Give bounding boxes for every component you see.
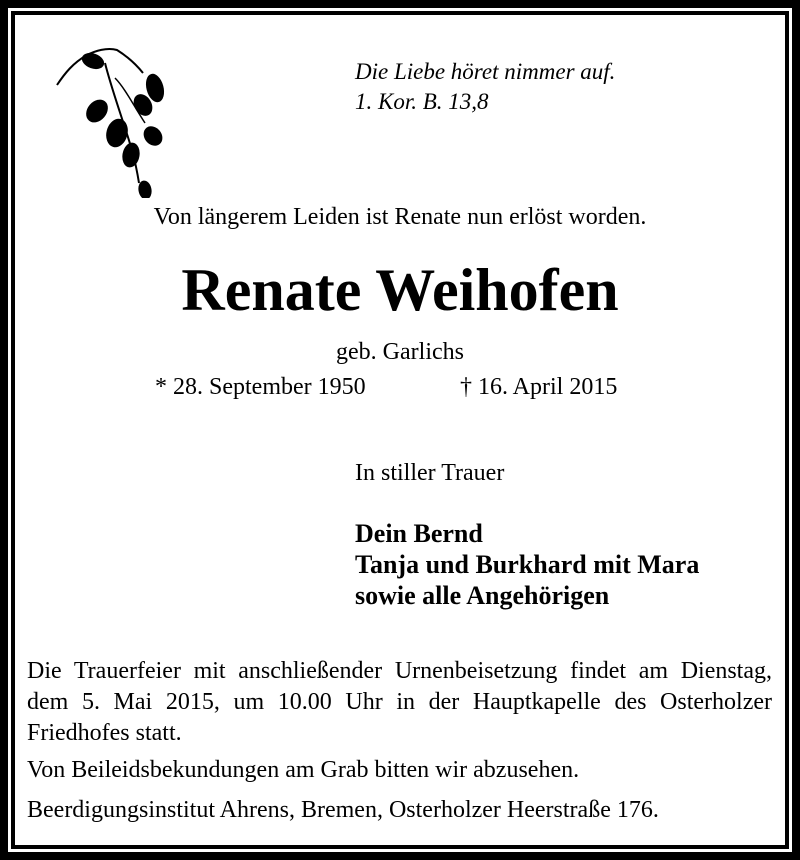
intro-text: Von längerem Leiden ist Renate nun erlöst worden. bbox=[153, 204, 647, 230]
leafy-branch-icon bbox=[35, 33, 165, 198]
maiden-name: geb. Garlichs bbox=[336, 339, 464, 365]
mourner: Tanja und Burkhard mit Mara bbox=[355, 550, 700, 579]
condolence-note: Von Beileidsbekundungen am Grab bitten wir abzusehen. bbox=[27, 757, 580, 783]
mourner: sowie alle Angehörigen bbox=[355, 581, 610, 610]
death-date: † 16. April 2015 bbox=[460, 374, 618, 400]
funeral-home: Beerdigungsinstitut Ahrens, Bremen, Osterholzer Heerstraße 176. bbox=[27, 797, 659, 823]
ceremony-info: Die Trauerfeier mit anschließender Urnenbeisetzung findet am Dienstag, dem 5. Mai 2015, um 10.00 Uhr in der Hauptkapelle des Osterholzer Friedhofes statt. bbox=[27, 658, 772, 746]
mourner: Dein Bernd bbox=[355, 519, 483, 548]
birth-date: * 28. September 1950 bbox=[155, 374, 366, 400]
outer-frame bbox=[8, 8, 792, 852]
bible-verse bbox=[355, 57, 615, 117]
obituary-card bbox=[11, 11, 789, 849]
funeral-details bbox=[27, 656, 772, 835]
mourning-heading: In stiller Trauer bbox=[355, 460, 505, 486]
bible-verse-reference: 1. Kor. B. 13,8 bbox=[355, 89, 489, 114]
deceased-name: Renate Weihofen bbox=[181, 257, 619, 323]
bible-verse-text: Die Liebe höret nimmer auf. bbox=[355, 59, 616, 84]
mourners-list bbox=[355, 518, 699, 611]
